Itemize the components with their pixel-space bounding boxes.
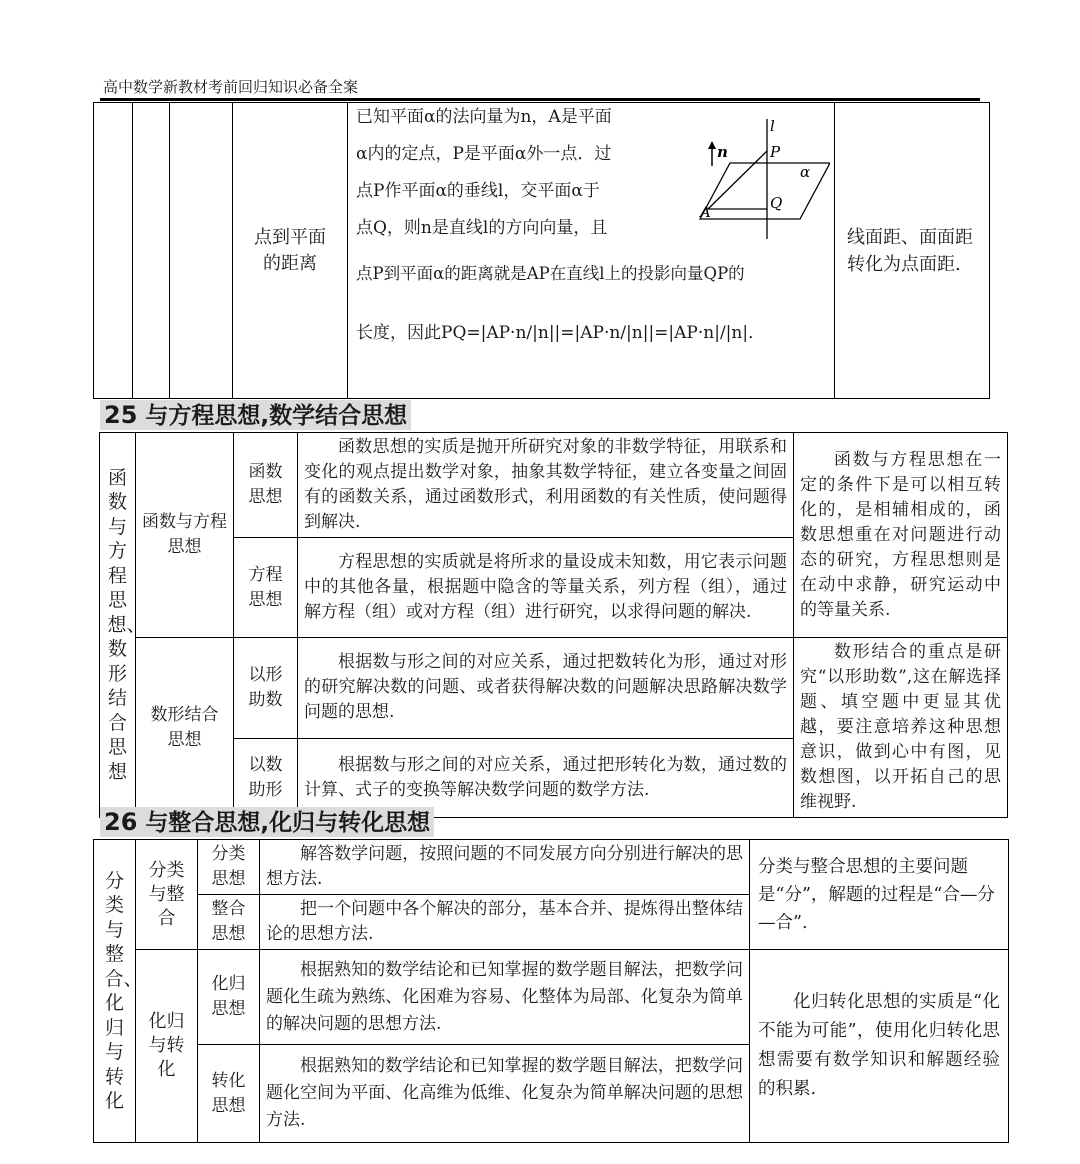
- label-integrate-thought: 整合思想: [198, 895, 260, 950]
- plane-projection-diagram: [670, 111, 830, 241]
- text-equation-thought: 方程思想的实质就是将所求的量设成未知数，用它表示问题中的其他各量，根据题中隐含的等量关系，列方程（组），通过解方程（组）或对方程（组）进行研究，以求得问题的解决.: [298, 538, 794, 638]
- label-n: n: [717, 143, 728, 161]
- desc-line-3: 点P作平面α的垂线l，交平面α于: [356, 181, 600, 201]
- label-function-thought: 函数思想: [234, 433, 298, 538]
- label-equation-thought: 方程思想: [234, 538, 298, 638]
- distance-table: [93, 102, 990, 399]
- desc-line-1: 已知平面α的法向量为n，A是平面: [356, 107, 612, 127]
- distance-remark: 线面距、面面距转化为点面距.: [835, 103, 990, 399]
- desc-line-4: 点Q，则n是直线l的方向向量，且: [356, 218, 608, 238]
- normal-vector-arrowhead: [708, 141, 716, 149]
- page-header-title: 高中数学新教材考前回归知识必备全案: [103, 78, 359, 96]
- label-A: A: [700, 203, 711, 221]
- empty-cell-1: [94, 103, 133, 399]
- label-classify-thought: 分类思想: [198, 840, 260, 895]
- distance-description: [356, 99, 656, 247]
- text-integrate-thought: 把一个问题中各个解决的部分，基本合并、提炼得出整体结论的思想方法.: [260, 895, 750, 950]
- section-25-heading: 与方程思想,数学结合思想: [145, 403, 408, 429]
- group-reduction-transformation: 化归与转化: [136, 950, 198, 1143]
- section-25-title: [100, 400, 411, 430]
- section-26-heading: 与整合思想,化归与转化思想: [145, 810, 431, 836]
- section-26-side-label: 分类与整合、化归与转化: [94, 840, 136, 1143]
- text-transformation-thought: 根据熟知的数学结论和已知掌握的数学题目解法，把数学问题化空间为平面、化高维为低维、化复杂为简单解决问题的思想方法.: [260, 1045, 750, 1143]
- text-shape-helps-number: 根据数与形之间的对应关系，通过把数转化为形，通过对形的研究解决数的问题、或者获得解决数的问题解决思路解决数学问题的思想.: [298, 638, 794, 739]
- remark-reduction-transformation: 化归转化思想的实质是“化不能为可能”，使用化归转化思想需要有数学知识和解题经验的积累.: [750, 950, 1009, 1143]
- text-classify-thought: 解答数学问题，按照问题的不同发展方向分别进行解决的思想方法.: [260, 840, 750, 895]
- section-25-number: 25: [104, 401, 138, 429]
- plane-alpha-shape: [700, 163, 830, 219]
- text-function-thought: 函数思想的实质是抛开所研究对象的非数学特征，用联系和变化的观点提出数学对象，抽象其数学特征，建立各变量之间固有的函数关系，通过函数形式，利用函数的有关性质，使问题得到解决.: [298, 433, 794, 538]
- section-26-title: [100, 807, 434, 837]
- remark-classify-integrate: 分类与整合思想的主要问题是“分”，解题的过程是“合—分—合”.: [750, 840, 1009, 950]
- label-shape-helps-number: 以形助数: [234, 638, 298, 739]
- text-reduction-thought: 根据熟知的数学结论和已知掌握的数学题目解法，把数学问题化生疏为熟练、化困难为容易、化整体为局部、化复杂为简单的解决问题的思想方法.: [260, 950, 750, 1045]
- desc-line-2: α内的定点，P是平面α外一点．过: [356, 144, 612, 164]
- group-function-equation: 函数与方程思想: [136, 433, 234, 638]
- label-number-helps-shape: 以数助形: [234, 738, 298, 817]
- empty-cell-2: [133, 103, 170, 399]
- label-reduction-thought: 化归思想: [198, 950, 260, 1045]
- desc-line-5: 点P到平面α的距离就是AP在直线l上的投影向量QP的: [356, 264, 745, 283]
- label-Q: Q: [770, 194, 783, 212]
- section-25-side-label: 函数与方程思想、数形结合思想: [100, 433, 136, 818]
- desc-line-6: 长度，因此PQ=|AP·n/|n||=|AP·n/|n||=|AP·n|/|n|．: [356, 323, 766, 343]
- label-l: l: [770, 117, 775, 135]
- distance-description-cell: [348, 103, 835, 399]
- remark-function-equation: 函数与方程思想在一定的条件下是可以相互转化的，是相辅相成的，函数思想重在对问题进行动态的研究，方程思想则是在动中求静，研究运动中的等量关系.: [794, 433, 1008, 638]
- empty-cell-3: [170, 103, 233, 399]
- label-alpha: α: [800, 163, 811, 181]
- section-26-table: [93, 839, 1009, 1143]
- label-transformation-thought: 转化思想: [198, 1045, 260, 1143]
- row-label-point-plane-distance: 点到平面的距离: [233, 103, 348, 399]
- text-number-helps-shape: 根据数与形之间的对应关系，通过把形转化为数，通过数的计算、式子的变换等解决数学问题的数学方法.: [298, 738, 794, 817]
- remark-number-shape: 数形结合的重点是研究“以形助数”,这在解选择题、填空题中更显其优越，要注意培养这种思想意识，做到心中有图，见数想图，以开拓自己的思维视野.: [794, 638, 1008, 818]
- group-classify-integrate: 分类与整合: [136, 840, 198, 950]
- label-P: P: [770, 143, 781, 161]
- group-number-shape: 数形结合思想: [136, 638, 234, 818]
- section-26-number: 26: [104, 808, 138, 836]
- section-25-table: [99, 432, 1008, 818]
